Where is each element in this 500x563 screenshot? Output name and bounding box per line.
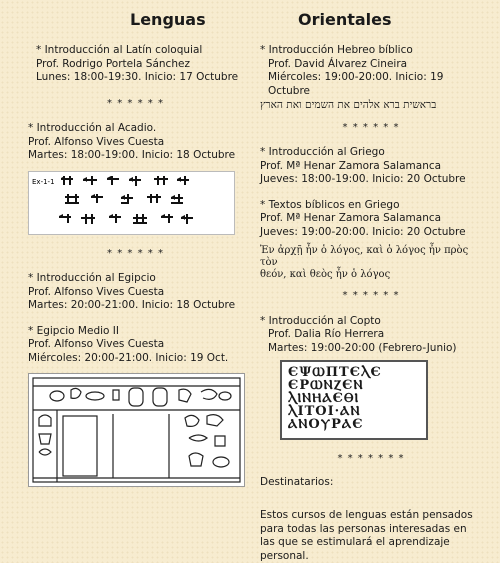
separator: * * * * * *: [107, 247, 164, 259]
course-time: Martes: 19:00-20:00 (Febrero-Junio): [268, 341, 457, 354]
course-title: * Introducción al Acadio.: [28, 122, 157, 134]
course-prof: Prof. Alfonso Vives Cuesta: [28, 135, 165, 148]
coptic-script-image: ЄΨⲰΠΤЄⲖЄ ЄΡⲰⲚⲌЄⲚ ⲖⲒⲚⲎⲀЄⲐⲒ ⲖΙΤΟΙ·ⲀⲚ ⲀⲚΟⲨΡⲀЄ: [280, 360, 428, 440]
greek-line: Ἐν ἀρχῇ ἦν ὁ λόγος, καὶ ὁ λόγος ἦν πρὸς τὸν: [260, 245, 469, 268]
course-title: * Introducción al Copto: [260, 314, 381, 327]
course-title: * Introducción Hebreo bíblico: [260, 44, 413, 56]
hieroglyph-icon: [29, 374, 244, 486]
greek-line: θεόν, καὶ θεὸς ἦν ὁ λόγος: [260, 269, 391, 280]
course-title: * Introducción al Latín coloquial: [36, 44, 203, 56]
course-title: * Textos bíblicos en Griego: [260, 198, 400, 211]
course-time: Martes: 20:00-21:00. Inicio: 18 Octubre: [28, 299, 236, 311]
hebrew-script-sample: בראשית ברא אלהים את השמים ואת הארץ: [260, 99, 437, 111]
left-column: [28, 44, 243, 487]
course-title: * Introducción al Egipcio: [28, 272, 156, 284]
separator: * * * * * *: [107, 97, 164, 109]
course-prof: Prof. Alfonso Vives Cuesta: [28, 285, 165, 298]
akkadian-cuneiform-image: [28, 171, 235, 235]
course-textos-griego: [260, 199, 482, 282]
cuneiform-icon: [29, 172, 234, 234]
heading-lenguas: Lenguas: [130, 10, 206, 29]
course-griego: [260, 146, 482, 187]
course-title: * Introducción al Griego: [260, 146, 385, 158]
course-prof: Prof. Mª Henar Zamora Salamanca: [260, 212, 442, 224]
course-time: Miércoles: 19:00-20:00. Inicio: 19 Octubre: [268, 71, 444, 97]
course-prof: Prof. Alfonso Vives Cuesta: [28, 338, 165, 350]
separator: * * * * * * *: [337, 453, 405, 464]
heading-orientales: Orientales: [298, 10, 392, 29]
destinatarios-title: Destinatarios:: [260, 475, 334, 488]
course-time: Miércoles: 20:00-21:00. Inicio: 19 Oct.: [28, 351, 229, 364]
course-egipcio-medio: [28, 325, 243, 366]
course-prof: Prof. Dalia Río Herrera: [268, 328, 385, 340]
greek-script-sample: [260, 245, 482, 281]
destinatarios-text: Estos cursos de lenguas están pensados para todas las personas interesadas en las que se estimulará el aprendizaje personal.: [260, 509, 473, 562]
course-time: Martes: 18:00-19:00. Inicio: 18 Octubre: [28, 149, 236, 161]
akkadian-label: Ex-1-1: [32, 177, 55, 186]
course-prof: Prof. David Álvarez Cineira: [268, 57, 408, 70]
course-title: * Egipcio Medio II: [28, 324, 119, 337]
course-latin: [28, 44, 243, 85]
course-hebreo: [260, 44, 482, 113]
separator: * * * * * *: [342, 290, 400, 301]
course-time: Jueves: 19:00-20:00. Inicio: 20 Octubre: [260, 225, 466, 238]
separator: * * * * * *: [342, 121, 400, 133]
right-column: [260, 44, 482, 563]
course-prof: Prof. Mª Henar Zamora Salamanca: [260, 159, 442, 172]
course-time: Lunes: 18:00-19:30. Inicio: 17 Octubre: [36, 71, 239, 83]
course-egipcio: [28, 272, 243, 313]
course-prof: Prof. Rodrigo Portela Sánchez: [36, 57, 190, 70]
course-time: Jueves: 18:00-19:00. Inicio: 20 Octubre: [260, 173, 466, 185]
course-acadio: [28, 122, 243, 163]
course-copto: [260, 315, 482, 356]
egyptian-hieroglyphs-image: [28, 373, 245, 487]
